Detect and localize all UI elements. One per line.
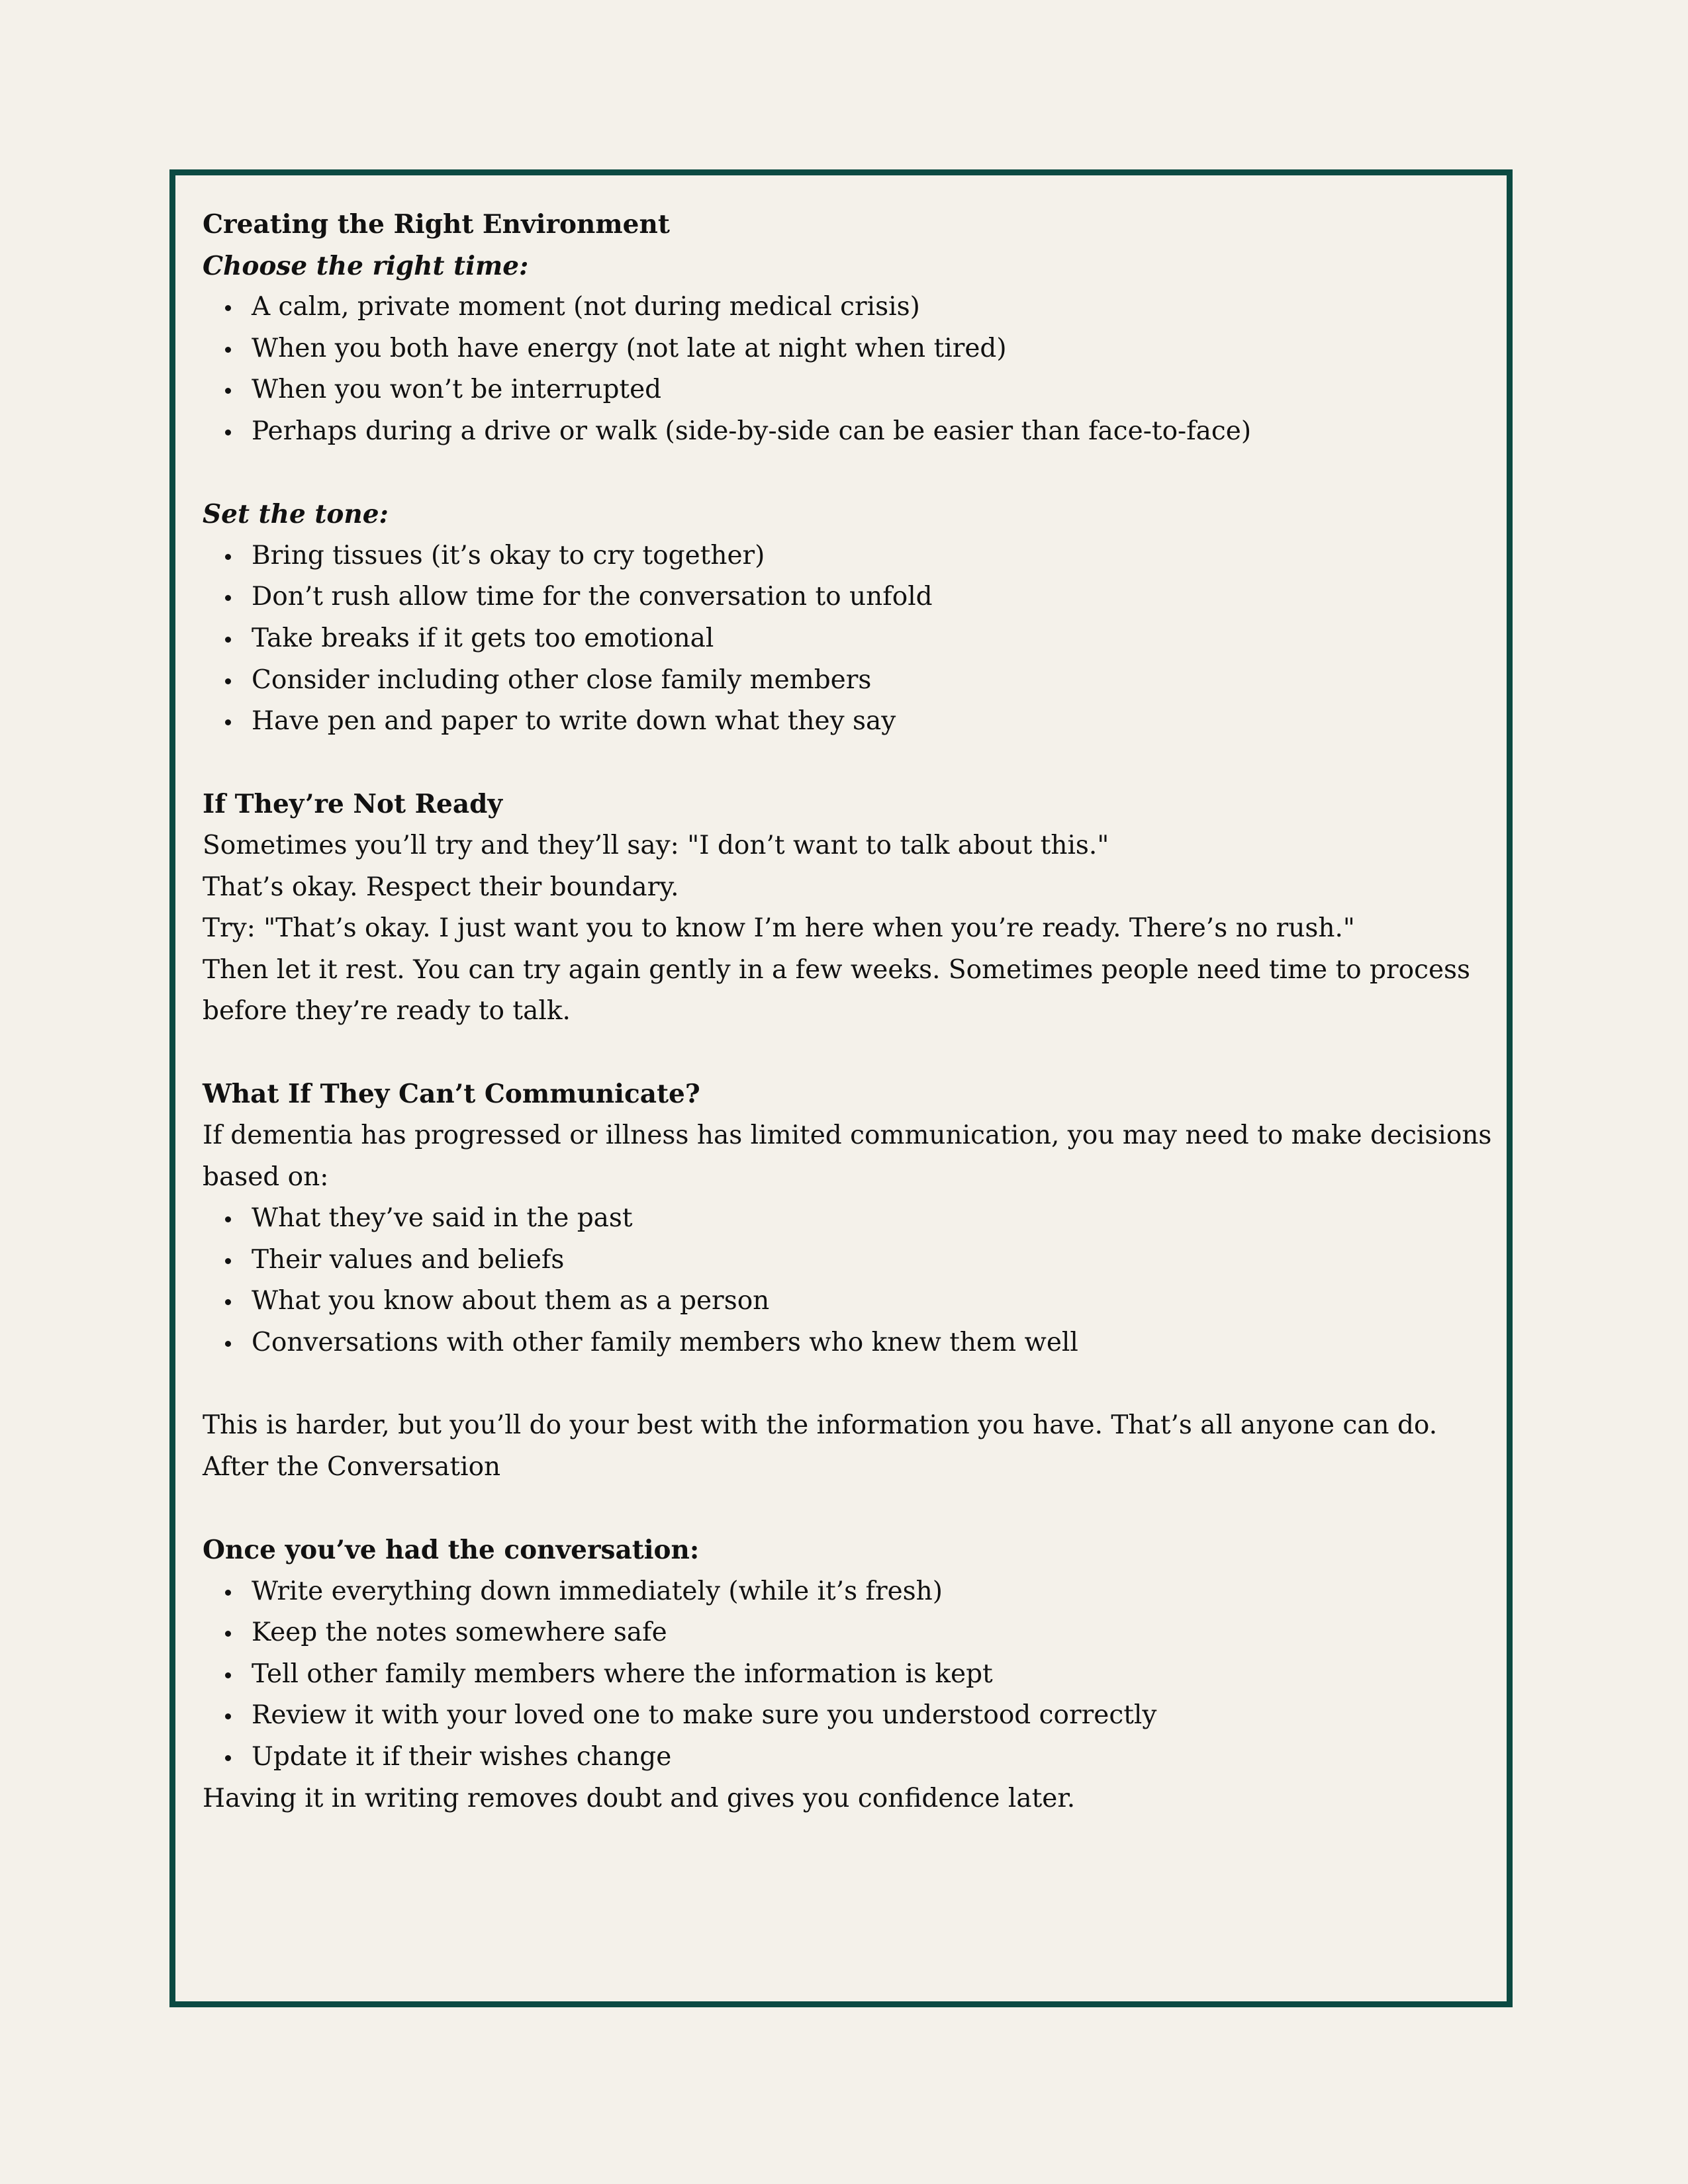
list-item: What you know about them as a person — [252, 1281, 1493, 1322]
spacer — [203, 1364, 1493, 1406]
list-item: Keep the notes somewhere safe — [252, 1612, 1493, 1654]
document-body — [203, 204, 1493, 1819]
paragraph-closing: This is harder, but you’ll do your best with the information you have. That’s all anyone can do. — [203, 1410, 1438, 1441]
communication-list — [203, 1198, 1493, 1363]
list-item: Write everything down immediately (while it’s fresh) — [252, 1571, 1493, 1613]
paragraph-line: Sometimes you’ll try and they’ll say: "I don’t want to talk about this." — [203, 830, 1109, 860]
list-item: Bring tissues (it’s okay to cry together) — [252, 535, 1493, 577]
right-time-list — [203, 287, 1493, 452]
list-item: Review it with your loved one to make sure you understood correctly — [252, 1695, 1493, 1737]
spacer — [203, 453, 1493, 494]
list-item: A calm, private moment (not during medical crisis) — [252, 287, 1493, 328]
list-item: Update it if their wishes change — [252, 1737, 1493, 1778]
list-item: Tell other family members where the information is kept — [252, 1654, 1493, 1696]
list-item: Don’t rush allow time for the conversation to unfold — [252, 576, 1493, 618]
list-item: Their values and beliefs — [252, 1240, 1493, 1281]
list-item: When you won’t be interrupted — [252, 369, 1493, 411]
paragraph-line: Then let it rest. You can try again gently in a few weeks. Sometimes people need time to process before they’re ready to talk. — [203, 954, 1471, 1026]
spacer — [203, 743, 1493, 784]
section-heading-environment: Creating the Right Environment — [203, 209, 670, 240]
after-conversation-list — [203, 1571, 1493, 1778]
spacer — [203, 1488, 1493, 1529]
set-tone-list — [203, 535, 1493, 743]
subheading-set-tone: Set the tone: — [203, 499, 389, 530]
section-heading-cant-communicate: What If They Can’t Communicate? — [203, 1079, 700, 1110]
subheading-right-time: Choose the right time: — [203, 250, 529, 281]
list-item: Conversations with other family members who knew them well — [252, 1322, 1493, 1364]
paragraph-closing: Having it in writing removes doubt and gives you confidence later. — [203, 1783, 1076, 1813]
list-item: Consider including other close family members — [252, 660, 1493, 702]
paragraph-line: Try: "That’s okay. I just want you to know I’m here when you’re ready. There’s no rush." — [203, 913, 1355, 944]
spacer — [203, 1032, 1493, 1074]
section-heading-once-had: Once you’ve had the conversation: — [203, 1535, 700, 1565]
list-item: What they’ve said in the past — [252, 1198, 1493, 1240]
list-item: When you both have energy (not late at night when tired) — [252, 328, 1493, 370]
list-item: Have pen and paper to write down what they say — [252, 701, 1493, 743]
paragraph-intro: If dementia has progressed or illness has limited communication, you may need to make decisions based on: — [203, 1120, 1492, 1192]
section-heading-after: After the Conversation — [203, 1451, 501, 1482]
section-heading-not-ready: If They’re Not Ready — [203, 789, 503, 820]
paragraph-line: That’s okay. Respect their boundary. — [203, 872, 679, 902]
list-item: Take breaks if it gets too emotional — [252, 618, 1493, 660]
list-item: Perhaps during a drive or walk (side-by-side can be easier than face-to-face) — [252, 411, 1493, 453]
